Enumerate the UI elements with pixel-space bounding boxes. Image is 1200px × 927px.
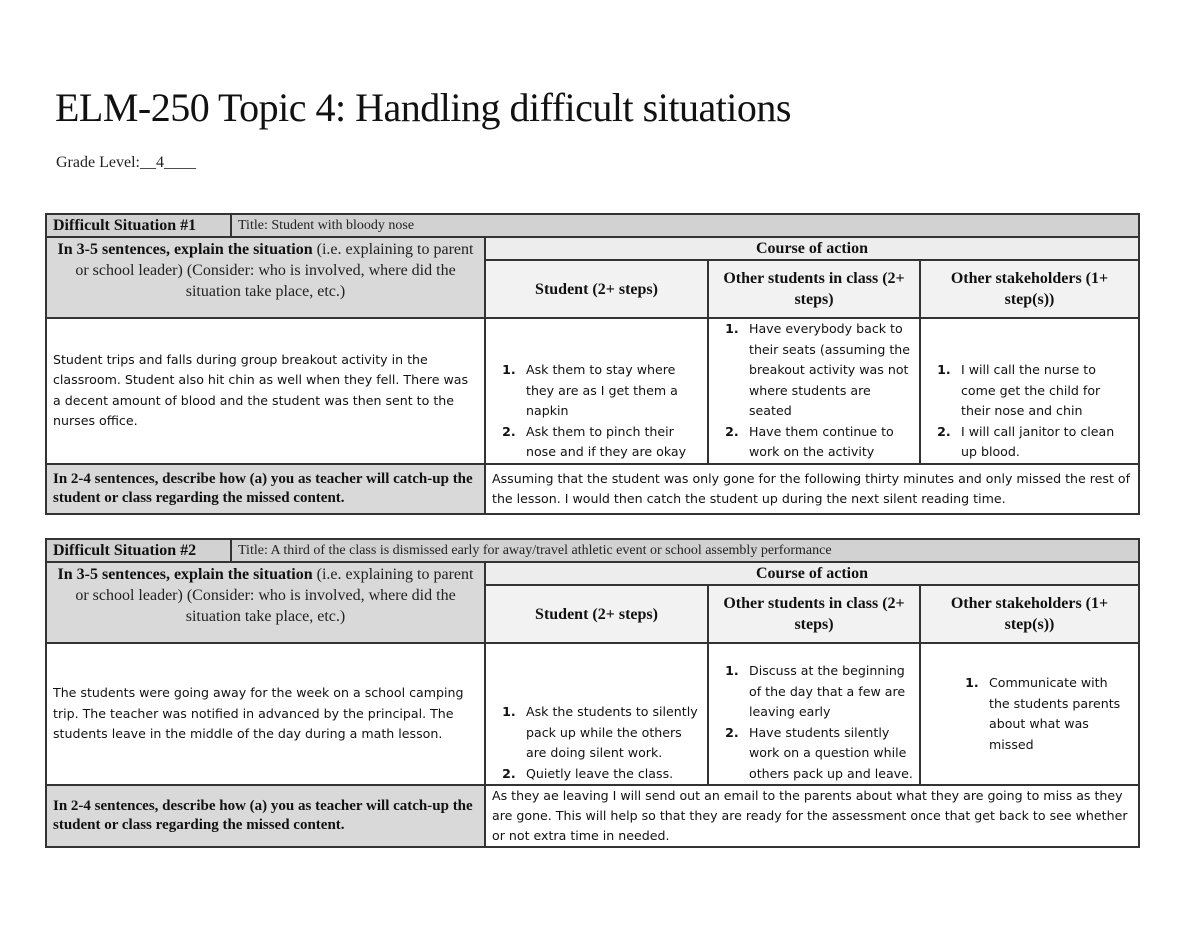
student-steps [485,318,708,464]
other-students-step: 1. Have everybody back to their seats (assuming the breakout activity was not where students are seated [743,319,913,422]
explain-prompt [46,562,485,643]
stakeholders-header: Other stakeholders (1+ step(s)) [920,585,1139,643]
catchup-response: Assuming that the student was only gone for the following thirty minutes and only missed the rest of the lesson. I would then catch the student up during the next silent reading time. [485,464,1139,514]
explain-prompt-bold: In 3-5 sentences, explain the situation [57,566,313,583]
student-steps-list [492,702,701,784]
situation-table-2 [45,538,1140,848]
course-of-action-header: Course of action [485,562,1139,585]
stakeholder-steps-list [927,673,1132,755]
other-students-step: 2. Have students silently work on a question while others pack up and leave. [743,723,913,785]
stakeholder-step: 1. I will call the nurse to come get the child for their nose and chin [955,360,1132,422]
student-steps-header: Student (2+ steps) [485,260,708,318]
student-step: 1. Ask them to stay where they are as I get them a napkin [520,360,701,422]
explain-prompt-bold: In 3-5 sentences, explain the situation [57,241,313,258]
situation-description: The students were going away for the week on a school camping trip. The teacher was notified in advanced by the principal. The students leave in the middle of the day during a math lesson. [46,643,485,785]
other-students-header: Other students in class (2+ steps) [708,260,920,318]
explain-prompt [46,237,485,318]
situation-title: Title: Student with bloody nose [231,214,1139,237]
student-step: 2. Ask them to pinch their nose and if they are okay [520,422,701,463]
stakeholder-steps [920,643,1139,785]
other-students-steps-list [715,319,913,463]
student-step: 2. Quietly leave the class. [520,764,701,785]
catchup-prompt: In 2-4 sentences, describe how (a) you as teacher will catch-up the student or class regarding the missed content. [46,785,485,847]
stakeholder-steps [920,318,1139,464]
other-students-step: 1. Discuss at the beginning of the day that a few are leaving early [743,661,913,723]
stakeholder-step: 2. I will call janitor to clean up blood. [955,422,1132,463]
situation-description: Student trips and falls during group breakout activity in the classroom. Student also hit chin as well when they fell. There was a decent amount of blood and the student was then sent to the nurses office. [46,318,485,464]
stakeholder-step: 1. Communicate with the students parents about what was missed [983,673,1132,755]
other-students-steps-list [715,661,913,784]
student-steps [485,643,708,785]
catchup-response: As they ae leaving I will send out an email to the parents about what they are going to miss as they are gone. This will help so that they are ready for the assessment once that get back to see whether or not extra time in needed. [485,785,1139,847]
explain-prompt-rest: (i.e. explaining to parent or school leader) (Consider: who is involved, where did the situation take place, etc.) [75,241,474,300]
other-students-steps [708,643,920,785]
other-students-header: Other students in class (2+ steps) [708,585,920,643]
student-step: 1. Ask the students to silently pack up while the others are doing silent work. [520,702,701,764]
stakeholders-header: Other stakeholders (1+ step(s)) [920,260,1139,318]
catchup-prompt: In 2-4 sentences, describe how (a) you as teacher will catch-up the student or class regarding the missed content. [46,464,485,514]
other-students-steps [708,318,920,464]
student-steps-header: Student (2+ steps) [485,585,708,643]
stakeholder-steps-list [927,360,1132,463]
document-title: ELM-250 Topic 4: Handling difficult situations [55,85,791,130]
course-of-action-header: Course of action [485,237,1139,260]
situation-label: Difficult Situation #1 [46,214,231,237]
other-students-step: 2. Have them continue to work on the activity [743,422,913,463]
situation-label: Difficult Situation #2 [46,539,231,562]
explain-prompt-rest: (i.e. explaining to parent or school leader) (Consider: who is involved, where did the situation take place, etc.) [75,566,474,625]
student-steps-list [492,360,701,463]
grade-level: Grade Level:__4____ [56,154,196,171]
situation-title: Title: A third of the class is dismissed early for away/travel athletic event or school assembly performance [231,539,1139,562]
situation-table-1 [45,213,1140,515]
